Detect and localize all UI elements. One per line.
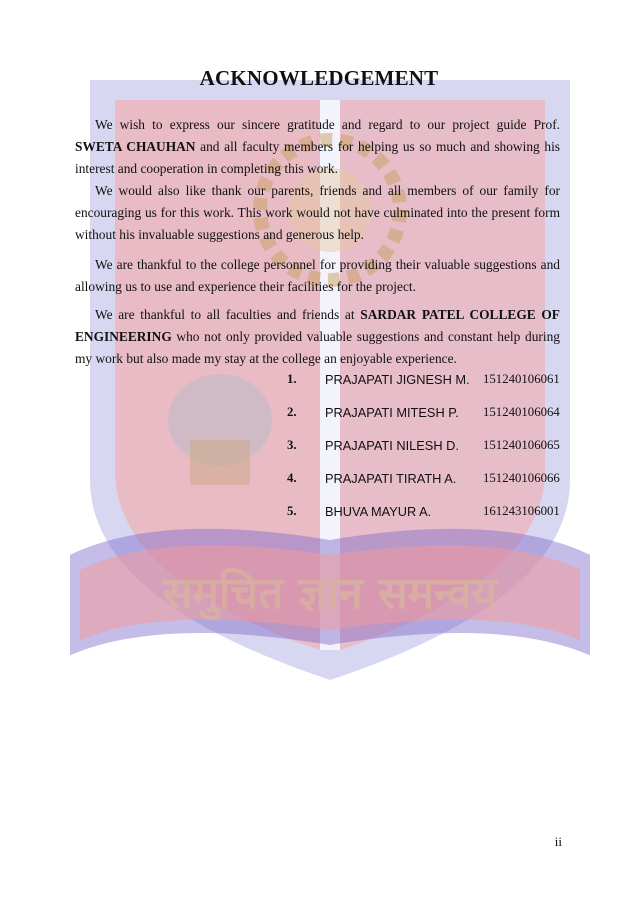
list-item (287, 372, 577, 405)
member-enrollment: 151240106066 (483, 471, 560, 485)
guide-name: SWETA CHAUHAN (75, 139, 196, 154)
member-name: PRAJAPATI NILESH D. (325, 438, 459, 453)
member-number: 5. (287, 504, 297, 518)
paragraph-1 (75, 114, 560, 180)
list-item (287, 504, 577, 537)
member-name: BHUVA MAYUR A. (325, 504, 432, 519)
list-item (287, 438, 577, 471)
member-number: 4. (287, 471, 297, 485)
member-enrollment: 151240106064 (483, 405, 560, 419)
list-item (287, 471, 577, 504)
paragraph-3: We are thankful to the college personnel for providing their valuable suggestions and allowing us to use and experience their facilities for the project. (75, 257, 560, 294)
watermark-motto: समुचित ज्ञान समन्वय (162, 568, 498, 619)
member-name: PRAJAPATI MITESH P. (325, 405, 459, 420)
member-enrollment: 161243106001 (483, 504, 560, 518)
member-enrollment: 151240106061 (483, 372, 560, 386)
member-name: PRAJAPATI JIGNESH M. (325, 372, 470, 387)
paragraph-4-text-b: who not only provided valuable suggestions and constant help during my work but also made my stay at the college an enjoyable experience. (75, 329, 560, 366)
member-number: 1. (287, 372, 297, 386)
page-title: ACKNOWLEDGEMENT (199, 66, 439, 90)
member-number: 2. (287, 405, 297, 419)
page-number: ii (554, 834, 562, 849)
list-item (287, 405, 577, 438)
team-members-list (287, 372, 577, 537)
member-enrollment: 151240106065 (483, 438, 560, 452)
paragraph-4-text-a: We are thankful to all faculties and friends at (95, 307, 361, 322)
paragraph-1-text-b: and all faculty members for helping us so much and showing his interest and cooperation in completing this work. (75, 139, 560, 176)
college-name: SARDAR PATEL COLLEGE OF ENGINEERING (75, 307, 560, 344)
member-name: PRAJAPATI TIRATH A. (325, 471, 457, 486)
member-number: 3. (287, 438, 297, 452)
paragraph-2: We would also like thank our parents, friends and all members of our family for encouraging us for this work. This work would not have culminated into the present form without his invaluable suggestions and generous help. (75, 183, 560, 242)
paragraph-1-text-a: We wish to express our sincere gratitude and regard to our project guide Prof. (95, 117, 560, 132)
paragraph-4 (75, 304, 560, 370)
